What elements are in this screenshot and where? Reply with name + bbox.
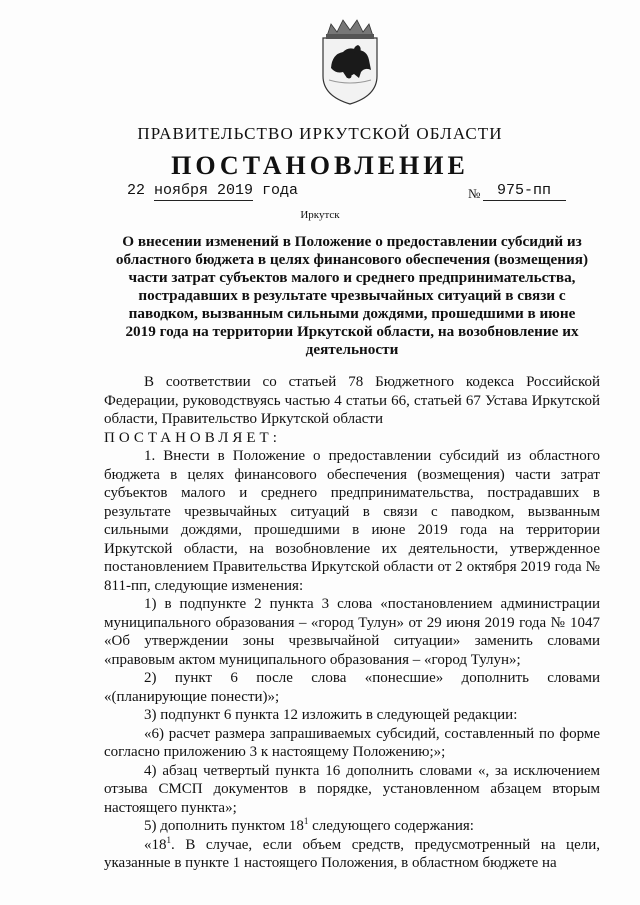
superscript: 1 bbox=[303, 816, 309, 826]
quote-start: «18 bbox=[144, 836, 167, 853]
list-item-5-text-end: следующего содержания: bbox=[308, 818, 474, 834]
document-number: 975-пп bbox=[497, 182, 552, 199]
document-date: 22 ноября 2019 года bbox=[127, 182, 299, 199]
government-name: ПРАВИТЕЛЬСТВО ИРКУТСКОЙ ОБЛАСТИ bbox=[137, 124, 503, 143]
list-item-5 bbox=[104, 817, 600, 836]
number-sign: № bbox=[468, 186, 481, 201]
list-item-3-quote: «6) расчет размера запрашиваемых субсидий, составленный по форме согласно приложению 3 к настоящему Положению;»; bbox=[104, 725, 600, 760]
document-title: О внесении изменений в Положение о предоставлении субсидий из областного бюджета в целях финансового обеспечения (возмещения) части затрат субъектов малого и среднего предпринимательства, пострадавших в результате чрезвычайных ситуаций в связи с паводком, вызванным сильными дождями, прошедшими в июне 2019 года на территории Иркутской области, на возобновление их деятельности bbox=[115, 233, 589, 358]
preamble-paragraph: В соответствии со статьей 78 Бюджетного кодекса Российской Федерации, руководствуясь частью 4 статьи 66, статьей 67 Устава Иркутской области, Правительство Иркутской области bbox=[104, 374, 600, 427]
document-body bbox=[104, 373, 600, 873]
list-item-4: 4) абзац четвертый пункта 16 дополнить словами «, за исключением отзыва СМСП документов в порядке, установленном абзацем вторым настоящего пункта»; bbox=[104, 762, 600, 816]
city-label: Иркутск bbox=[300, 209, 340, 221]
list-item-2: 2) пункт 6 после слова «понесшие» дополнить словами «(планирующие понести)»; bbox=[104, 670, 600, 705]
quote-text: . В случае, если объем средств, предусмотренный на цели, указанные в пункте 1 настоящего Положения, в областном бюджете на bbox=[104, 836, 600, 871]
coat-of-arms-icon bbox=[319, 16, 381, 106]
paragraph-1: 1. Внести в Положение о предоставлении субсидий из областного бюджета в целях финансового обеспечения (возмещения) части затрат субъектов малого и среднего предпринимательства, пострадавших в результате чрезвычайных ситуаций в связи с паводком, вызванным сильными дождями, прошедшими в июне 2019 года на территории Иркутской области, на возобновление их деятельности, утвержденное постановлением Правительства Иркутской области от 2 октября 2019 года № 811-пп, следующие изменения: bbox=[104, 448, 600, 594]
decrees-heading: ПОСТАНОВЛЯЕТ: bbox=[104, 429, 281, 446]
superscript: 1 bbox=[166, 834, 171, 845]
number-underline bbox=[483, 200, 566, 201]
list-item-1: 1) в подпункте 2 пункта 3 слова «постановлением администрации муниципального образования – «город Тулун» от 29 июня 2019 года № 1047 «Об утверждении зоны чрезвычайной ситуации» заменить словами «правовым актом муниципального образования – «город Тулун»; bbox=[104, 596, 600, 668]
list-item-5-quote bbox=[104, 836, 600, 873]
list-item-5-text: 5) дополнить пунктом 18 bbox=[144, 818, 304, 834]
date-underline bbox=[154, 200, 253, 201]
document-type-heading: ПОСТАНОВЛЕНИЕ bbox=[171, 151, 469, 180]
list-item-3: 3) подпункт 6 пункта 12 изложить в следующей редакции: bbox=[144, 707, 518, 723]
